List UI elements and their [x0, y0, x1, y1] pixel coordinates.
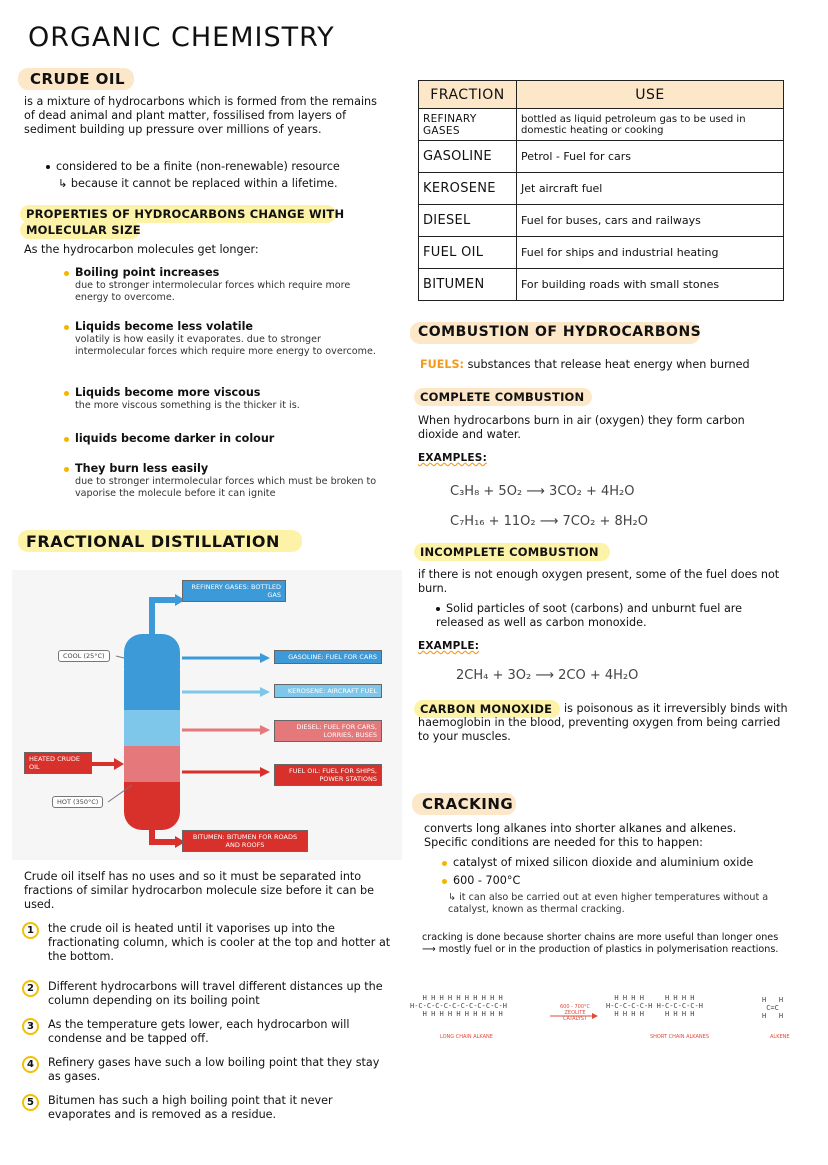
condition-3: ↳ it can also be carried out at even higher temperatures without a catalyst, known as thermal cracking. [448, 892, 769, 915]
fraction-cell: FUEL OIL [419, 237, 517, 269]
long-chain-label: LONG CHAIN ALKANE [440, 1034, 493, 1040]
bullet-icon [64, 325, 69, 330]
crude-oil-definition: is a mixture of hydrocarbons which is formed from the remains of dead animal and plant matter, fossilised from layers of sediment building up pressure over millions of years. [24, 95, 377, 136]
cracking-text-2: Specific conditions are needed for this to happen: [424, 836, 703, 849]
properties-heading: PROPERTIES OF HYDROCARBONS CHANGE WITH MOLECULAR SIZE [26, 207, 345, 237]
fraction-cell: DIESEL [419, 205, 517, 237]
fraction-cell: KEROSENE [419, 173, 517, 205]
column-gasoline [124, 670, 180, 710]
column-diesel [124, 746, 180, 782]
short-chain-structure: H H H H H H H H H-C-C-C-C-H H-C-C-C-C-H H H H H H H H H [606, 994, 703, 1018]
property-detail: volatily is how easily it evaporates. due to stronger intermolecular forces which require more energy to overcome. [75, 334, 376, 357]
step-3 [22, 1018, 392, 1046]
step-2 [22, 980, 392, 1008]
incomplete-combustion-heading: INCOMPLETE COMBUSTION [420, 545, 599, 559]
combustion-heading: COMBUSTION OF HYDROCARBONS [418, 324, 702, 340]
use-cell: Fuel for buses, cars and railways [517, 205, 784, 237]
properties-intro: As the hydrocarbon molecules get longer: [24, 243, 259, 256]
table-row [419, 141, 784, 173]
table-row [419, 173, 784, 205]
property-item [64, 462, 384, 499]
fractionating-column-svg [12, 570, 402, 860]
condition-text: catalyst of mixed silicon dioxide and aluminium oxide [453, 856, 754, 869]
table-header [419, 81, 784, 109]
complete-combustion-heading: COMPLETE COMBUSTION [420, 390, 585, 404]
long-chain-structure: H H H H H H H H H H H-C-C-C-C-C-C-C-C-C-C-H H H H H H H H H H H [410, 994, 507, 1018]
bullet-icon [64, 391, 69, 396]
refinery-box: REFINERY GASES: BOTTLED GAS [182, 580, 286, 602]
bullet-icon [442, 861, 447, 866]
fraction-cell: REFINARY GASES [419, 109, 517, 141]
bullet-icon [64, 271, 69, 276]
fueloil-box: FUEL OIL: FUEL FOR SHIPS, POWER STATIONS [274, 764, 382, 786]
property-item [64, 320, 384, 357]
column-header: FRACTION [419, 81, 517, 109]
alkene-structure: H H C=C H H [762, 996, 784, 1020]
condition-text: 600 - 700°C [453, 874, 521, 887]
condition-label: 600 - 700°C ZEOLITE CATALYST [559, 1004, 591, 1022]
property-detail: due to stronger intermolecular forces which require more energy to overcome. [75, 280, 351, 303]
step-4 [22, 1056, 392, 1084]
hot-label: HOT (350°C) [52, 796, 103, 808]
property-detail: the more viscous something is the thicker it is. [75, 400, 300, 411]
bullet-icon [64, 467, 69, 472]
incomplete-bullet [436, 602, 786, 630]
step-text: As the temperature gets lower, each hydrocarbon will condense and be tapped off. [48, 1018, 350, 1045]
column-kerosene [124, 710, 180, 746]
fraction-cell: BITUMEN [419, 269, 517, 301]
reaction-arrow-icon [550, 1012, 600, 1020]
crude-oil-bullet [46, 160, 396, 174]
use-cell: Fuel for ships and industrial heating [517, 237, 784, 269]
property-item [64, 432, 384, 446]
property-title: Liquids become less volatile [75, 320, 253, 333]
bitumen-box: BITUMEN: BITUMEN FOR ROADS AND ROOFS [182, 830, 308, 852]
page-title: ORGANIC CHEMISTRY [28, 22, 335, 53]
property-detail: due to stronger intermolecular forces which must be broken to vaporise the molecule before it can ignite [75, 476, 377, 499]
pointer-line [116, 656, 124, 658]
cool-label: COOL (25°C) [58, 650, 110, 662]
fd-paragraph: Crude oil itself has no uses and so it must be separated into fractions of similar hydrocarbon molecule size before it can be used. [24, 870, 374, 911]
diesel-box: DIESEL: FUEL FOR CARS, LORRIES, BUSES [274, 720, 382, 742]
cracking-text-1: converts long alkanes into shorter alkanes and alkenes. [424, 822, 737, 835]
step-text: Different hydrocarbons will travel different distances up the column depending on its boiling point [48, 980, 383, 1007]
co-text: is poisonous as it irreversibly binds with haemoglobin in the blood, preventing oxygen from being carried to your muscles. [418, 702, 788, 743]
complete-combustion-text: When hydrocarbons burn in air (oxygen) they form carbon dioxide and water. [418, 414, 745, 441]
fuels-definition [420, 358, 790, 372]
bullet-text: considered to be a finite (non-renewable) resource [56, 160, 340, 173]
step-1 [22, 922, 392, 964]
property-title: liquids become darker in colour [75, 432, 275, 445]
gasoline-box: GASOLINE: FUEL FOR CARS [274, 650, 382, 664]
fuels-label: FUELS: [420, 358, 465, 371]
fraction-cell: GASOLINE [419, 141, 517, 173]
number-badge: 3 [22, 1018, 39, 1035]
bullet-text: Solid particles of soot (carbons) and unburnt fuel are released as well as carbon monoxide. [436, 602, 743, 629]
arrow-icon [114, 758, 124, 770]
number-badge: 1 [22, 922, 39, 939]
bullet-icon [64, 437, 69, 442]
bullet-icon [442, 879, 447, 884]
crude-oil-heading: CRUDE OIL [30, 70, 126, 88]
arrow-icon [260, 725, 270, 735]
use-cell: bottled as liquid petroleum gas to be used in domestic heating or cooking [517, 109, 784, 141]
cracking-heading: CRACKING [422, 795, 514, 813]
number-badge: 5 [22, 1094, 39, 1111]
table-row [419, 109, 784, 141]
arrow-icon [260, 653, 270, 663]
kerosene-box: KEROSENE: AIRCRAFT FUEL [274, 684, 382, 698]
equation-propane: C₃H₈ + 5O₂ ⟶ 3CO₂ + 4H₂O [450, 484, 635, 499]
condition-1 [442, 856, 792, 870]
equation-heptane: C₇H₁₆ + 11O₂ ⟶ 7CO₂ + 8H₂O [450, 514, 648, 529]
column-bottom [124, 790, 180, 830]
use-cell: For building roads with small stones [517, 269, 784, 301]
step-text: Refinery gases have such a low boiling point that they stay as gases. [48, 1056, 380, 1083]
incomplete-text: if there is not enough oxygen present, some of the fuel does not burn. [418, 568, 780, 595]
step-text: Bitumen has such a high boiling point that it never evaporates and is removed as a residue. [48, 1094, 333, 1121]
bitumen-pipe [152, 830, 178, 842]
property-title: Liquids become more viscous [75, 386, 261, 399]
short-chain-label: SHORT CHAIN ALKANES [650, 1034, 709, 1040]
alkene-label: ALKENE [770, 1034, 790, 1040]
condition-2 [442, 874, 520, 888]
examples-label: EXAMPLES: [418, 452, 487, 464]
distillation-diagram [12, 570, 402, 860]
use-cell: Jet aircraft fuel [517, 173, 784, 205]
fractional-distillation-heading: FRACTIONAL DISTILLATION [26, 532, 280, 551]
table-row [419, 237, 784, 269]
example-label: EXAMPLE: [418, 640, 480, 652]
column-header: USE [517, 81, 784, 109]
crude-oil-arrow-note: ↳ because it cannot be replaced within a lifetime. [58, 177, 338, 190]
number-badge: 2 [22, 980, 39, 997]
step-5 [22, 1094, 392, 1122]
fuels-text: substances that release heat energy when burned [467, 358, 750, 371]
number-badge: 4 [22, 1056, 39, 1073]
table-row [419, 205, 784, 237]
carbon-monoxide-heading: CARBON MONOXIDE [420, 702, 553, 716]
property-title: Boiling point increases [75, 266, 220, 279]
bullet-icon [46, 165, 50, 169]
refinery-pipe [152, 600, 178, 634]
cracking-reason: cracking is done because shorter chains are more useful than longer ones ⟶ mostly fuel or in the production of plastics in polymerisation reactions. [422, 932, 779, 955]
step-text: the crude oil is heated until it vaporises up into the fractionating column, which is cooler at the top and hotter at the bottom. [48, 922, 391, 963]
property-title: They burn less easily [75, 462, 209, 475]
property-item [64, 266, 384, 303]
heated-crude-box: HEATED CRUDE OIL [24, 752, 92, 774]
property-item [64, 386, 384, 412]
arrow-icon [260, 687, 270, 697]
fraction-use-table [418, 80, 784, 301]
use-cell: Petrol - Fuel for cars [517, 141, 784, 173]
table-row [419, 269, 784, 301]
equation-methane: 2CH₄ + 3O₂ ⟶ 2CO + 4H₂O [456, 668, 639, 683]
arrow-icon [260, 767, 270, 777]
bullet-icon [436, 607, 440, 611]
